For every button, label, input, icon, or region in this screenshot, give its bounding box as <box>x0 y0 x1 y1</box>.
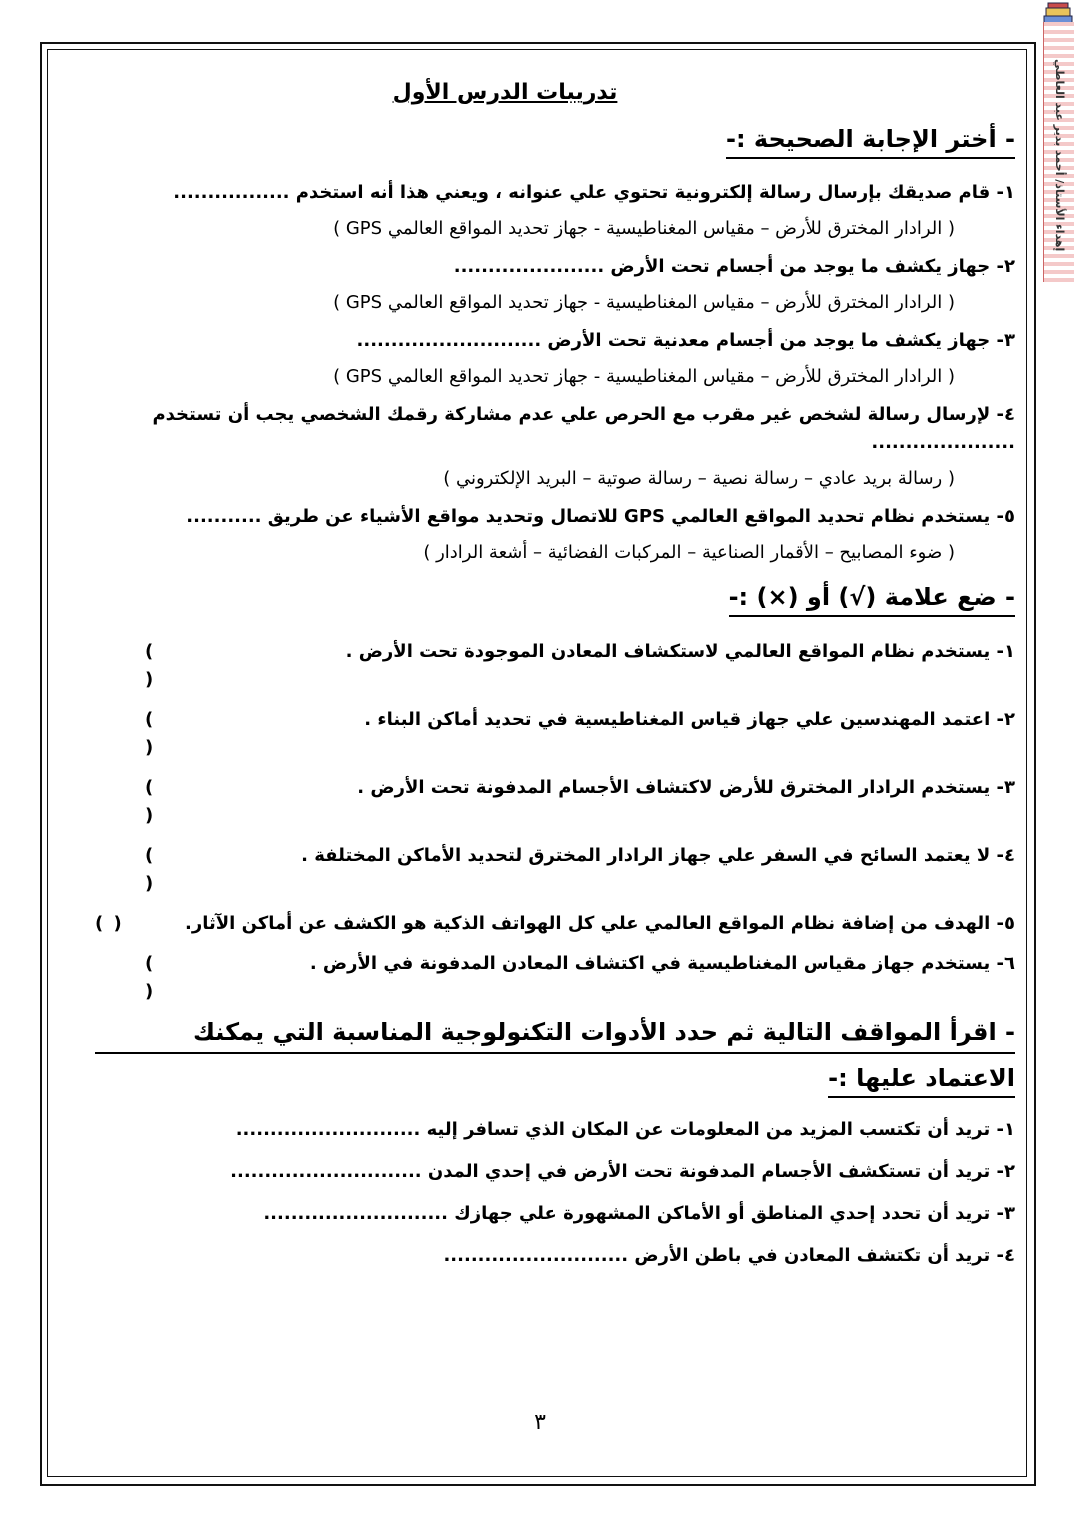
heading-line-2: الاعتماد عليها :- <box>828 1064 1015 1098</box>
answer-box[interactable]: ( ) <box>145 709 204 758</box>
statement-text: ٦- يستخدم جهاز مقياس المغناطيسية في اكتشاف المعادن المدفونة في الأرض . <box>309 953 1015 974</box>
mcq-question-1 <box>95 179 1015 243</box>
true-false-item-6 <box>95 950 1015 1006</box>
situation-item-4: ٤- تريد أن تكتشف المعادن في باطن الأرض ........................... <box>443 1245 1015 1266</box>
question-text: ٢- جهاز يكشف ما يوجد من أجسام تحت الأرض ...................... <box>453 256 1015 277</box>
author-label: إهداء الأستاذ/ أحمد بدير عبد العاطي <box>1053 58 1066 252</box>
true-false-item-3 <box>95 774 1015 830</box>
true-false-item-2 <box>95 706 1015 762</box>
answer-box[interactable]: ( ) <box>145 777 204 826</box>
question-text: ٥- يستخدم نظام تحديد المواقع العالمي GPS للاتصال وتحديد مواقع الأشياء عن طريق ........... <box>186 506 1015 527</box>
situation-item-2: ٢- تريد أن تستكشف الأجسام المدفونة تحت الأرض في إحدي المدن ............................ <box>230 1161 1015 1182</box>
answer-box[interactable]: ( ) <box>145 845 204 894</box>
page-number: ٣ <box>534 1410 546 1435</box>
heading-line-1: - اقرأ المواقف التالية ثم حدد الأدوات التكنولوجية المناسبة التي يمكنك <box>95 1018 1015 1054</box>
question-options: ( الرادار المخترق للأرض – مقياس المغناطيسية - جهاز تحديد المواقع العالمي GPS ) <box>333 292 955 313</box>
question-options: ( رسالة بريد عادي – رسالة نصية – رسالة صوتية – البريد الإلكتروني ) <box>443 468 955 489</box>
mcq-question-5 <box>95 503 1015 567</box>
statement-text: ١- يستخدم نظام المواقع العالمي لاستكشاف المعادن الموجودة تحت الأرض . <box>345 641 1015 662</box>
worksheet-content <box>95 80 1015 1284</box>
statement-text: ٥- الهدف من إضافة نظام المواقع العالمي علي كل الهواتف الذكية هو الكشف عن أماكن الآثار. <box>185 913 1015 934</box>
answer-box[interactable]: ( ) <box>145 641 204 690</box>
section-heading-choose: - أختر الإجابة الصحيحة :- <box>726 125 1015 159</box>
answer-box[interactable]: ( ) <box>95 913 124 934</box>
statement-text: ٣- يستخدم الرادار المخترق للأرض لاكتشاف الأجسام المدفونة تحت الأرض . <box>357 777 1015 798</box>
true-false-item-5 <box>95 910 1015 938</box>
author-sidebar <box>1036 0 1080 300</box>
true-false-item-1 <box>95 638 1015 694</box>
question-options: ( الرادار المخترق للأرض – مقياس المغناطيسية - جهاز تحديد المواقع العالمي GPS ) <box>333 366 955 387</box>
mcq-question-3 <box>95 327 1015 391</box>
statement-text: ٤- لا يعتمد السائح في السفر علي جهاز الرادار المخترق لتحديد الأماكن المختلفة . <box>301 845 1015 866</box>
situation-item-1: ١- تريد أن تكتسب المزيد من المعلومات عن المكان الذي تسافر إليه ........................... <box>235 1119 1015 1140</box>
situation-item-3: ٣- تريد أن تحدد إحدي المناطق أو الأماكن المشهورة علي جهازك ........................... <box>263 1203 1015 1224</box>
true-false-item-4 <box>95 842 1015 898</box>
mcq-question-2 <box>95 253 1015 317</box>
section-heading-situations <box>95 1018 1015 1102</box>
mcq-question-4 <box>95 401 1015 493</box>
question-text: ١- قام صديقك بإرسال رسالة إلكترونية تحتوي علي عنوانه ، ويعني هذا أنه استخدم ................. <box>173 182 1015 203</box>
section-heading-true-false: - ضع علامة (√) أو (×) :- <box>729 583 1015 617</box>
question-text: ٤- لإرسال رسالة لشخص غير مقرب مع الحرص علي عدم مشاركة رقمك الشخصي يجب أن تستخدم ..................... <box>152 404 1015 453</box>
question-options: ( ضوء المصابيح – الأقمار الصناعية – المركبات الفضائية – أشعة الرادار ) <box>423 542 955 563</box>
question-text: ٣- جهاز يكشف ما يوجد من أجسام معدنية تحت الأرض ........................... <box>356 330 1015 351</box>
question-options: ( الرادار المخترق للأرض – مقياس المغناطيسية - جهاز تحديد المواقع العالمي GPS ) <box>333 218 955 239</box>
page-title: تدريبات الدرس الأول <box>392 80 618 105</box>
statement-text: ٢- اعتمد المهندسين علي جهاز قياس المغناطيسية في تحديد أماكن البناء . <box>364 709 1015 730</box>
answer-box[interactable]: ( ) <box>145 953 204 1002</box>
